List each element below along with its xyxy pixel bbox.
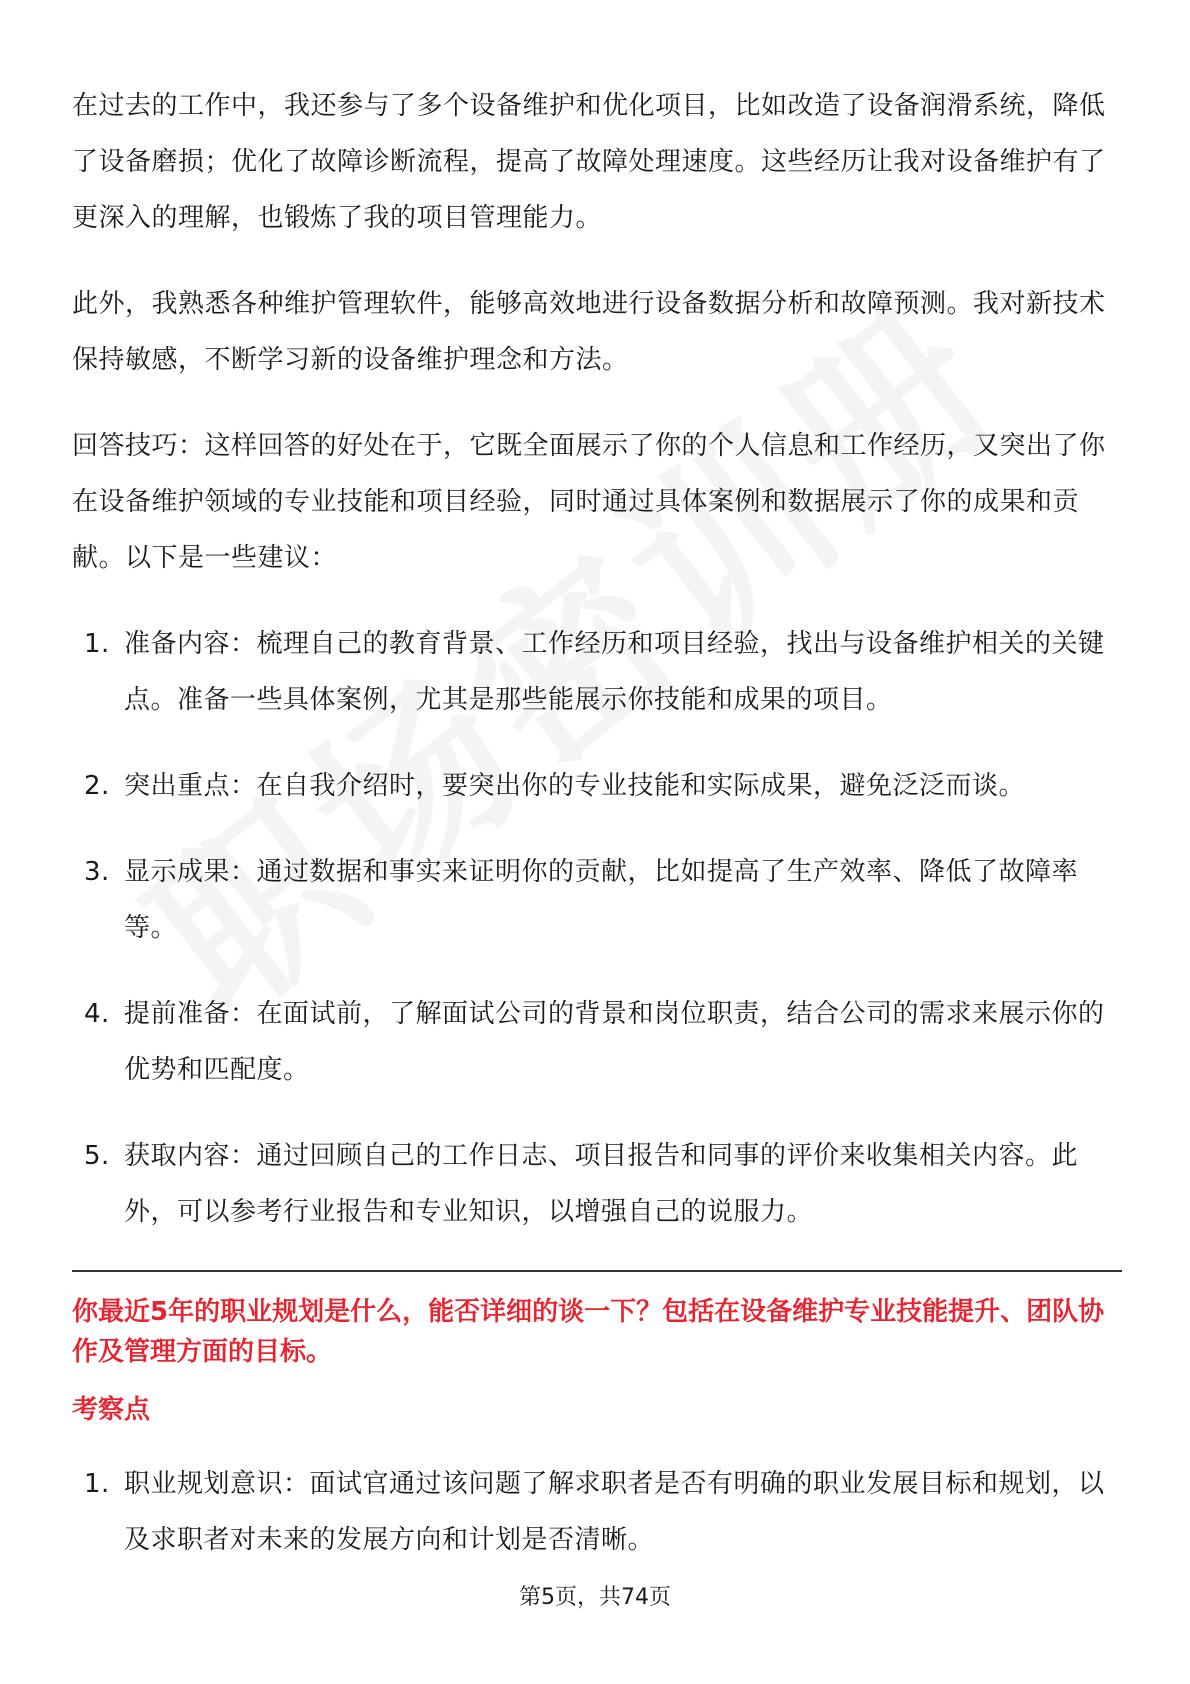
list-item [72, 758, 1122, 814]
page-number: 第5页，共74页 [519, 1585, 671, 1610]
list-item-number: 5. [84, 1141, 110, 1171]
list-item [72, 844, 1122, 956]
assessment-points-list [72, 1456, 1122, 1568]
section-heading: 考察点 [72, 1395, 151, 1425]
interview-question: 你最近5年的职业规划是什么，能否详细的谈一下？包括在设备维护专业技能提升、团队协作及管理方面的目标。 [72, 1297, 1105, 1367]
list-item [72, 1456, 1122, 1568]
list-item-number: 1. [84, 1469, 110, 1499]
list-item [72, 616, 1122, 728]
paragraph-answer-tips: 回答技巧：这样回答的好处在于，它既全面展示了你的个人信息和工作经历，又突出了你在设备维护领域的专业技能和项目经验，同时通过具体案例和数据展示了你的成果和贡献。以下是一些建议： [72, 431, 1106, 573]
tips-list [72, 616, 1122, 1240]
section-divider [72, 1270, 1122, 1272]
list-item-text: 获取内容：通过回顾自己的工作日志、项目报告和同事的评价来收集相关内容。此外，可以参考行业报告和专业知识，以增强自己的说服力。 [124, 1141, 1079, 1227]
list-item-number: 3. [84, 857, 110, 887]
list-item-text: 突出重点：在自我介绍时，要突出你的专业技能和实际成果，避免泛泛而谈。 [124, 771, 1026, 801]
document-page [72, 78, 1122, 1598]
paragraph-experience: 在过去的工作中，我还参与了多个设备维护和优化项目，比如改造了设备润滑系统，降低了设备磨损；优化了故障诊断流程，提高了故障处理速度。这些经历让我对设备维护有了更深入的理解，也锻炼了我的项目管理能力。 [72, 91, 1106, 233]
list-item-number: 2. [84, 771, 110, 801]
list-item-text: 职业规划意识：面试官通过该问题了解求职者是否有明确的职业发展目标和规划，以及求职者对未来的发展方向和计划是否清晰。 [124, 1469, 1105, 1555]
list-item [72, 1128, 1122, 1240]
list-item-text: 显示成果：通过数据和事实来证明你的贡献，比如提高了生产效率、降低了故障率等。 [124, 857, 1079, 943]
list-item-number: 4. [84, 999, 110, 1029]
list-item-number: 1. [84, 629, 110, 659]
paragraph-software-skills: 此外，我熟悉各种维护管理软件，能够高效地进行设备数据分析和故障预测。我对新技术保持敏感，不断学习新的设备维护理念和方法。 [72, 289, 1106, 375]
list-item-text: 提前准备：在面试前，了解面试公司的背景和岗位职责，结合公司的需求来展示你的优势和匹配度。 [124, 999, 1105, 1085]
list-item [72, 986, 1122, 1098]
list-item-text: 准备内容：梳理自己的教育背景、工作经历和项目经验，找出与设备维护相关的关键点。准备一些具体案例，尤其是那些能展示你技能和成果的项目。 [124, 629, 1105, 715]
